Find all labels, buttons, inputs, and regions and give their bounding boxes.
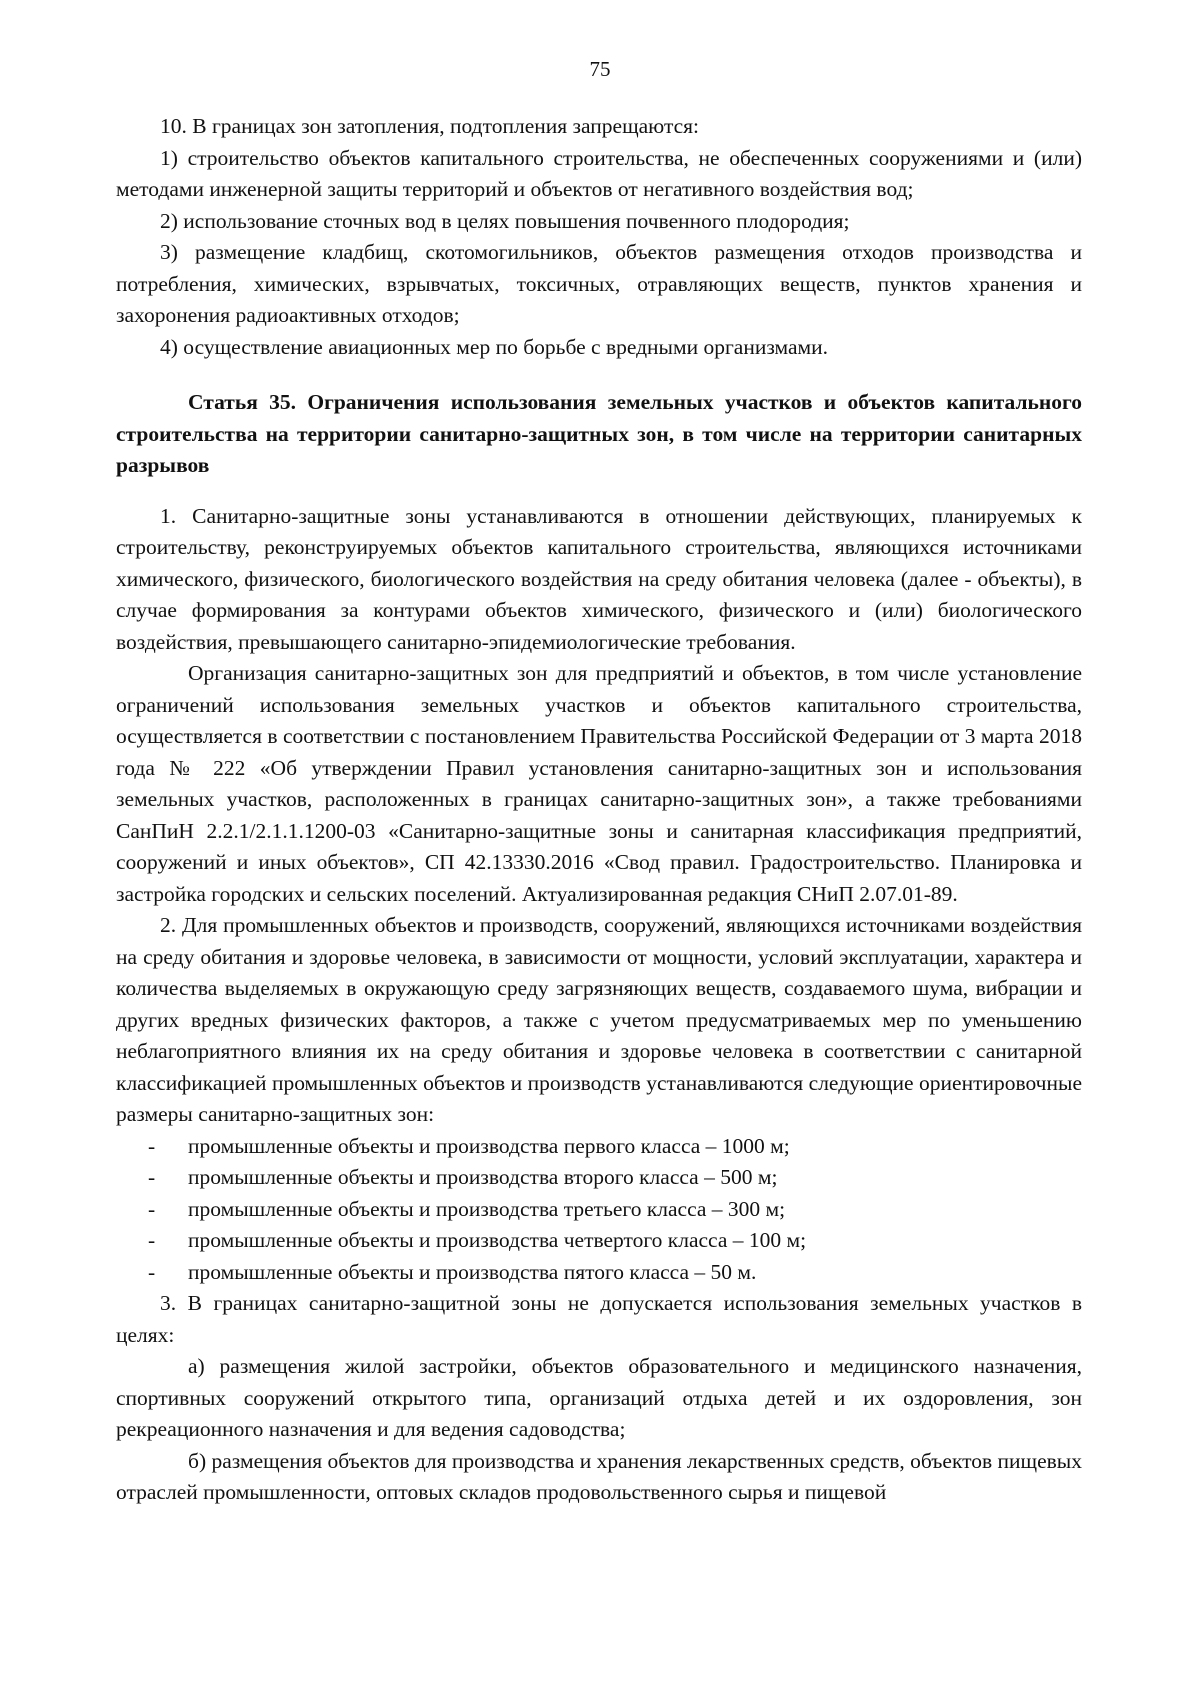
article-35-paragraph-3: 3. В границах санитарно-защитной зоны не допускается использования земельных участков в целях: [116, 1291, 1082, 1347]
article-35-paragraph-3b: б) размещения объектов для производства и хранения лекарственных средств, объектов пищевых отраслей промышленности, оптовых складов продовольственного сырья и пищевой [116, 1448, 1082, 1504]
article-35-paragraph-1b: Организация санитарно-защитных зон для предприятий и объектов, в том числе установление ограничений использования земельных участков и объектов капитального строительства, осуществляется в соответствии с постановлением Правительства Российской Федерации от 3 марта 2018 года № 222 «Об утверждении Правил установления санитарно-защитных зон и использования земельных участков, расположенных в границах санитарно-защитных зон», а также требованиями СанПиН 2.2.1/2.1.1.1200-03 «Санитарно-защитные зоны и санитарная классификация предприятий, сооружений и иных объектов», СП 42.13330.2016 «Свод правил. Градостроительство. Планировка и застройка городских и сельских поселений. Актуализированная редакция СНиП 2.07.01-89. [116, 661, 1082, 906]
zone-size-list [116, 1131, 1082, 1289]
section-10-intro: 10. В границах зон затопления, подтопления запрещаются: [160, 114, 700, 138]
dash-marker: - [148, 1228, 156, 1252]
list-item [116, 1194, 1082, 1226]
section-10-item-2: 2) использование сточных вод в целях повышения почвенного плодородия; [160, 208, 850, 233]
list-item-text: промышленные объекты и производства второго класса – 500 м; [188, 1165, 778, 1189]
dash-marker: - [148, 1165, 156, 1189]
dash-marker: - [148, 1259, 156, 1284]
list-item [116, 1257, 1082, 1289]
section-10-item-4: 4) осуществление авиационных мер по борьбе с вредными организмами. [160, 334, 829, 359]
article-35-paragraph-1: 1. Санитарно-защитные зоны устанавливаются в отношении действующих, планируемых к строительству, реконструируемых объектов капитального строительства, являющихся источниками химического, физического, биологического воздействия на среду обитания человека (далее - объекты), в случае формирования за контурами объектов химического, физического и (или) биологического воздействия, превышающего санитарно-эпидемиологические требования. [116, 503, 1082, 654]
dash-marker: - [148, 1133, 156, 1158]
list-item-text: промышленные объекты и производства первого класса – 1000 м; [188, 1133, 790, 1158]
section-10-item-1: 1) строительство объектов капитального строительства, не обеспеченных сооружениями и (или) методами инженерной защиты территорий и объектов от негативного воздействия вод; [116, 145, 1082, 201]
list-item [116, 1225, 1082, 1257]
article-35-heading: Статья 35. Ограничения использования земельных участков и объектов капитального строительства на территории санитарно-защитных зон, в том числе на территории санитарных разрывов [116, 390, 1082, 477]
article-35-paragraph-3a: а) размещения жилой застройки, объектов образовательного и медицинского назначения, спортивных сооружений открытого типа, организаций отдыха детей и их оздоровления, зон рекреационного назначения и для ведения садоводства; [116, 1354, 1082, 1441]
list-item-text: промышленные объекты и производства пятого класса – 50 м. [188, 1259, 757, 1284]
page-number: 75 [589, 57, 611, 81]
list-item-text: промышленные объекты и производства четвертого класса – 100 м; [188, 1228, 807, 1252]
dash-marker: - [148, 1196, 156, 1221]
section-10-item-3: 3) размещение кладбищ, скотомогильников, объектов размещения отходов производства и потребления, химических, взрывчатых, токсичных, отравляющих веществ, пунктов хранения и захоронения радиоактивных отходов; [116, 240, 1082, 327]
article-35-paragraph-2: 2. Для промышленных объектов и производств, сооружений, являющихся источниками воздействия на среду обитания и здоровье человека, в зависимости от мощности, условий эксплуатации, характера и количества выделяемых в окружающую среду загрязняющих веществ, создаваемого шума, вибрации и других вредных физических факторов, а также с учетом предусматриваемых мер по уменьшению неблагоприятного влияния их на среду обитания и здоровье человека в соответствии с санитарной классификацией промышленных объектов и производств устанавливаются следующие ориентировочные размеры санитарно-защитных зон: [116, 913, 1082, 1126]
page-content [116, 111, 1082, 1509]
list-item-text: промышленные объекты и производства третьего класса – 300 м; [188, 1196, 786, 1221]
list-item [116, 1131, 1082, 1163]
list-item [116, 1162, 1082, 1194]
